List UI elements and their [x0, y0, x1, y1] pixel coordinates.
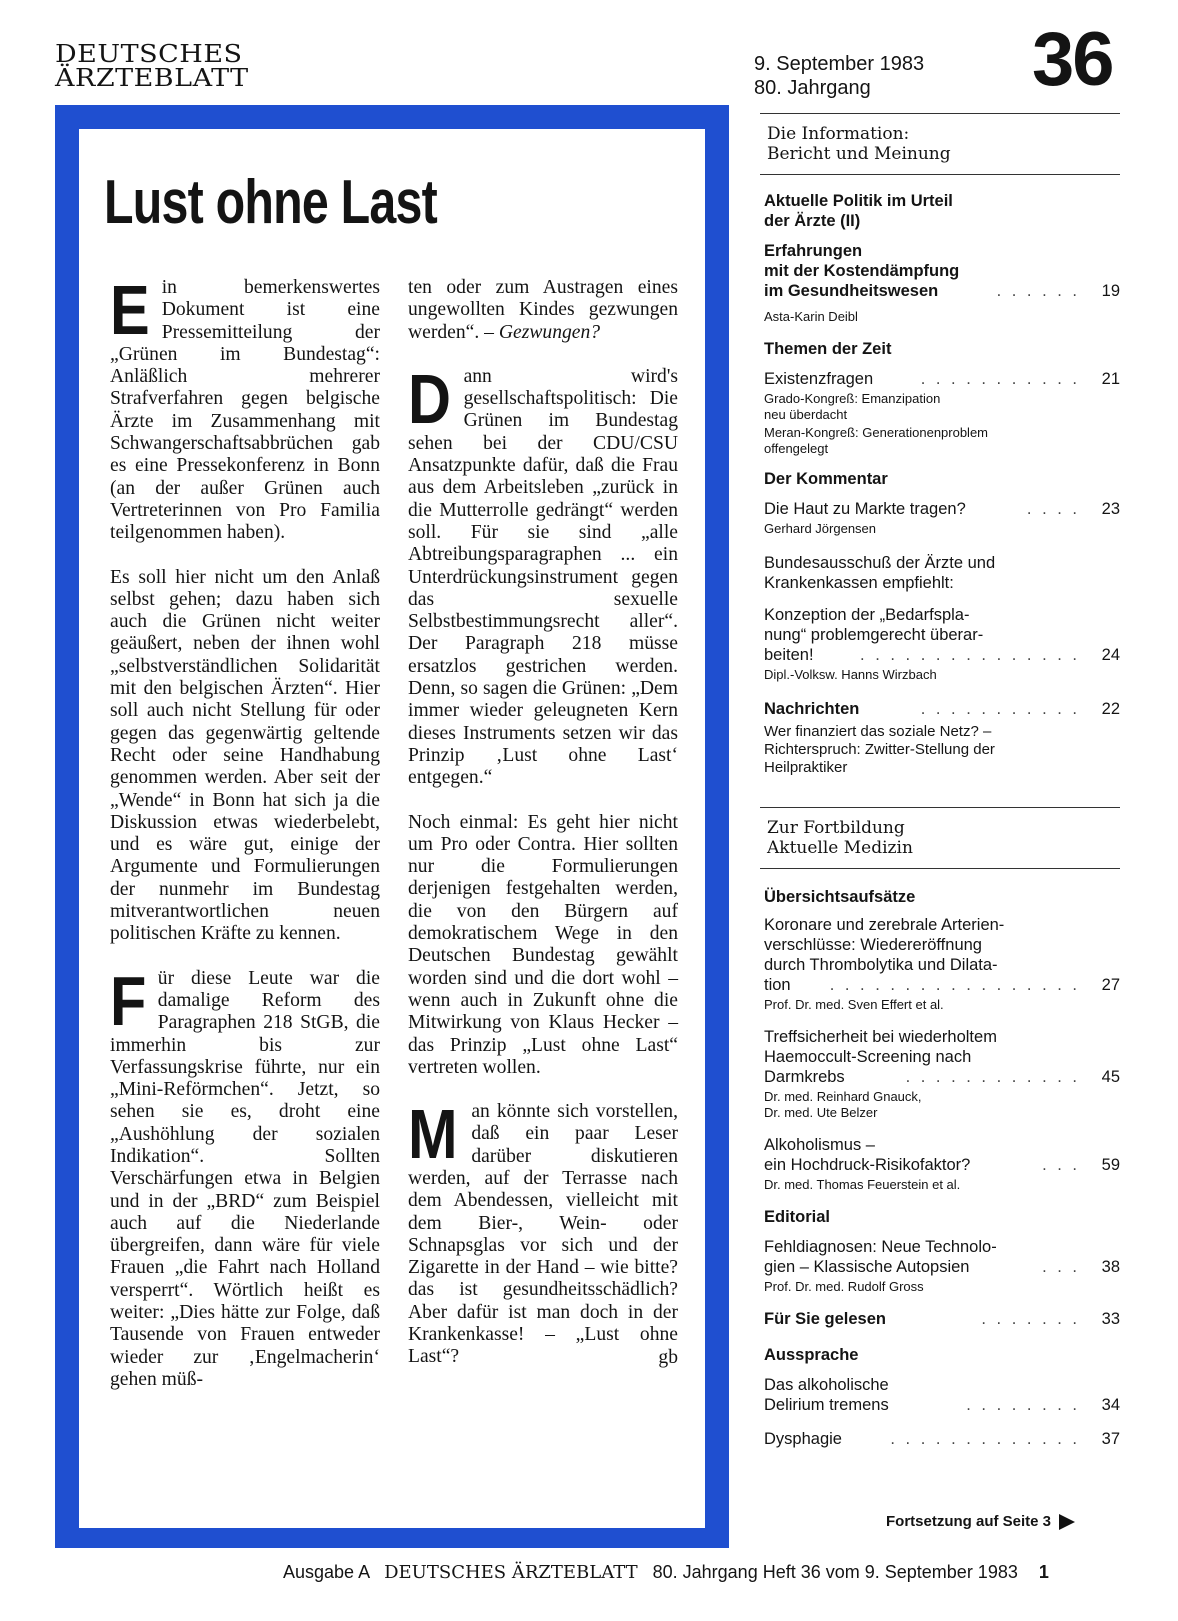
- issue-date: [754, 52, 924, 100]
- drop-cap: F: [110, 961, 147, 1040]
- toc-entry[interactable]: Alkoholismus – ein Hochdruck-Risikofaktor? . . . 59: [764, 1136, 1120, 1174]
- masthead-logo: [55, 40, 249, 93]
- article-title: Lust ohne Last: [104, 168, 437, 237]
- toc-entry[interactable]: Nachrichten . . . . . . . . . . . 22: [764, 700, 1120, 718]
- toc-category: Aktuelle Politik im Urteil der Ärzte (II): [764, 192, 953, 230]
- paragraph: Dann wird's gesellschaftspolitisch: Die Grünen im Bundestag sehen bei der CDU/CSU Ansatzpunkte dafür, daß die Frau aus dem Arbeitsleben „zurück in die Mutterrolle gedrängt“ werden soll. Für sie sind „alle Abtreibungsparagraphen ... ein Unterdrückungsinstrument gegen das sexuelle Selbstbestimmungsrecht aller“. Der Paragraph 218 müsse ersatzlos gestrichen werden. Denn, so sagen die Grünen: „Dem immer wieder geleugneten Kern dieses Instruments setzen wir das Prinzip ‚Lust ohne Last‘ entgegen.“: [408, 359, 678, 789]
- author: Asta-Karin Deibl: [764, 309, 858, 324]
- section-heading: Zur Fortbildung Aktuelle Medizin: [767, 818, 913, 858]
- page-number: 34: [1101, 1396, 1120, 1414]
- toc-category: Der Kommentar: [764, 470, 888, 488]
- toc-category: Editorial: [764, 1208, 831, 1226]
- author: Dipl.-Volksw. Hanns Wirzbach: [764, 667, 937, 682]
- page-number: 23: [1101, 500, 1120, 518]
- paragraph: ten oder zum Austragen eines ungewollten Kindes gezwungen werden“. – Gezwungen?: [408, 277, 678, 343]
- author: Prof. Dr. med. Sven Effert et al.: [764, 997, 944, 1012]
- toc-subheading: Bundesausschuß der Ärzte und Krankenkassen empfiehlt:: [764, 554, 996, 592]
- toc-entry[interactable]: Fehldiagnosen: Neue Technolo- gien – Klassische Autopsien . . . 38: [764, 1238, 1120, 1276]
- toc-category: Themen der Zeit: [764, 340, 892, 358]
- page-number: 45: [1101, 1068, 1120, 1086]
- toc-entry[interactable]: Dysphagie . . . . . . . . . . . . . 37: [764, 1430, 1120, 1448]
- issue-year: 80. Jahrgang: [754, 77, 871, 99]
- page-number: 37: [1101, 1430, 1120, 1448]
- author: Prof. Dr. med. Rudolf Gross: [764, 1279, 924, 1294]
- subtitle: Grado-Kongreß: Emanzipation neu überdacht: [764, 391, 941, 422]
- page-number: 1: [1038, 1562, 1049, 1582]
- paragraph: Man könnte sich vorstellen, daß ein paar Leser darüber diskutieren werden, auf der Terrasse nach dem Abendessen, vielleicht mit dem Bier-, Wein- oder Schnapsglas vor sich und der Zigarette in der Hand – wie bitte? das ist gesundheitsschädlich? Aber dafür ist man doch in der Krankenkasse! – „Lust ohne Last“?: [408, 1095, 678, 1368]
- paragraph: Ein bemerkenswertes Dokument ist eine Pressemitteilung der „Grünen im Bundestag“: Anläßlich mehrerer Strafverfahren gegen belgische Ärzte im Zusammenhang mit Schwangerschaftsabbrüchen gab es eine Pressekonferenz in Bonn (an der außer Grünen auch Vertreterinnen von Pro Familia teilgenommen haben).: [110, 271, 380, 544]
- paragraph: Es soll hier nicht um den Anlaß selbst gehen; dazu haben sich auch die Grünen nicht weiter geäußert, neben der ihnen wohl „selbstverständlichen Solidarität mit den belgischen Ärzten“. Hier soll auch nicht Stellung für oder gegen das gegenwärtig geltende Recht oder seine Handhabung genommen werden. Aber seit der „Wende“ in Bonn hat sich ja die Diskussion etwas wiederbelebt, und es wäre gut, einige der Argumente und Formulierungen der nunmehr im Bundestag mitverantwortlichen neuen politischen Kräfte zu kennen.: [110, 566, 380, 945]
- toc-entry[interactable]: Treffsicherheit bei wiederholtem Haemoccult-Screening nach Darmkrebs . . . . . . . . . . . . 45: [764, 1028, 1120, 1086]
- toc-category: Übersichtsaufsätze: [764, 888, 916, 906]
- issue-date-text: 9. September 1983: [754, 53, 925, 75]
- toc-entry[interactable]: Erfahrungen mit der Kostendämpfung im Gesundheitswesen . . . . . . 19: [764, 242, 1120, 300]
- page-number: 59: [1101, 1156, 1120, 1174]
- page-number: 24: [1101, 646, 1120, 664]
- page-number: 38: [1101, 1258, 1120, 1276]
- drop-cap: E: [110, 271, 150, 349]
- toc-entry[interactable]: Konzeption der „Bedarfspla- nung“ problemgerecht überar- beiten! . . . . . . . . . . . . . . . 24: [764, 606, 1120, 664]
- author: Dr. med. Thomas Feuerstein et al.: [764, 1177, 961, 1192]
- toc-entry[interactable]: Existenzfragen . . . . . . . . . . . 21: [764, 370, 1120, 388]
- toc-entry[interactable]: Für Sie gelesen . . . . . . . 33: [764, 1310, 1120, 1328]
- section-heading: Die Information: Bericht und Meinung: [767, 124, 951, 164]
- masthead-line2: ÄRZTEBLATT: [55, 64, 249, 93]
- page-footer: [283, 1562, 1049, 1583]
- article-column-2: [408, 277, 678, 1369]
- article-column-1: [110, 271, 380, 1413]
- journal-name: DEUTSCHES ÄRZTEBLATT: [384, 1562, 638, 1583]
- author: Gerhard Jörgensen: [764, 521, 877, 536]
- issue-number: 36: [1032, 17, 1113, 102]
- continued-link[interactable]: Fortsetzung auf Seite 3: [886, 1513, 1075, 1530]
- toc-entry[interactable]: Koronare und zerebrale Arterien- verschlüsse: Wiedereröffnung durch Thrombolytika und Dilata- tion . . . . . . . . . . . . . . . . . 27: [764, 916, 1120, 994]
- subtitle: Wer finanziert das soziale Netz? – Richterspruch: Zwitter-Stellung der Heilpraktiker: [764, 723, 995, 776]
- page-number: 19: [1101, 282, 1120, 300]
- toc-entry[interactable]: Die Haut zu Markte tragen? . . . . 23: [764, 500, 1120, 518]
- drop-cap: M: [408, 1095, 458, 1174]
- subtitle: Meran-Kongreß: Generationenproblem offengelegt: [764, 425, 989, 456]
- edition: Ausgabe A: [283, 1562, 370, 1582]
- table-of-contents: [760, 113, 1120, 1449]
- author-signature: gb: [658, 1346, 678, 1368]
- issue-info: 80. Jahrgang Heft 36 vom 9. September 1983: [652, 1562, 1018, 1582]
- arrow-right-icon: [1059, 1514, 1075, 1530]
- paragraph: Noch einmal: Es geht hier nicht um Pro oder Contra. Hier sollten nur die Formulierungen derjenigen festgehalten werden, die von den Bürgern auf demokratischem Wege in den Deutschen Bundestag gewählt worden sind und die dort wohl – wenn auch in Zukunft ohne die Mitwirkung von Klaus Hecker – das Prinzip „Lust ohne Last“ vertreten wollen.: [408, 811, 678, 1078]
- toc-category: Aussprache: [764, 1346, 859, 1364]
- page-number: 21: [1101, 370, 1120, 388]
- toc-entry[interactable]: Das alkoholische Delirium tremens . . . . . . . . 34: [764, 1376, 1120, 1414]
- drop-cap: D: [408, 359, 451, 438]
- masthead-line1: DEUTSCHES: [55, 40, 243, 69]
- page-number: 33: [1101, 1310, 1120, 1328]
- page-number: 22: [1101, 700, 1120, 718]
- author: Dr. med. Reinhard Gnauck, Dr. med. Ute Belzer: [764, 1089, 922, 1120]
- page-number: 27: [1101, 976, 1120, 994]
- paragraph: Für diese Leute war die damalige Reform des Paragraphen 218 StGB, die immerhin bis zur Verfassungskrise führte, nur ein „Mini-Reförmchen“. Jetzt, so sehen sie es, droht eine „Aushöhlung der sozialen Indikation“. Sollten Verschärfungen etwa in Belgien und in der „BRD“ zum Beispiel auch auf die Niederlande übergreifen, dann wäre für viele Frauen „die Fahrt nach Holland versperrt“. Wörtlich heißt es weiter: „Dies hätte zur Folge, daß Tausende von Frauen entweder wieder zur ‚Engelmacherin‘ gehen müß-: [110, 961, 380, 1390]
